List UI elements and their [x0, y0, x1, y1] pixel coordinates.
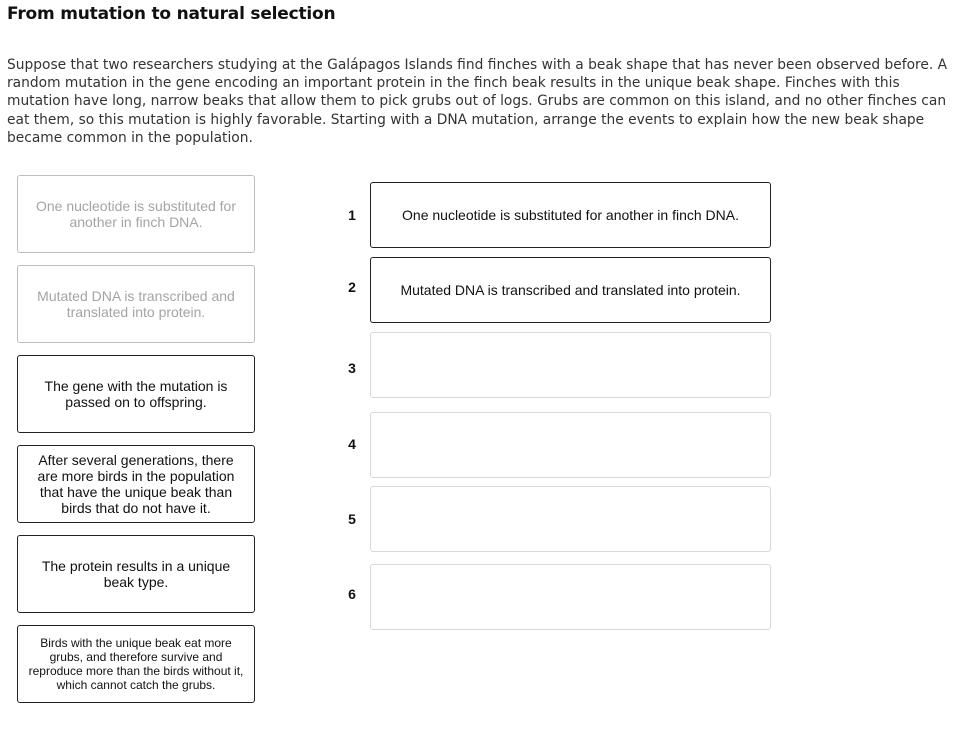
- question-prompt: Suppose that two researchers studying at the Galápagos Islands find finches with a beak shape that has never been observed before. A random mutation in the gene encoding an important protein in the finch beak results in the unique beak shape. Finches with this mutation have long, narrow beaks that allow them to pick grubs out of logs. Grubs are common on this island, and no other finches can eat them, so this mutation is highly favorable. Starting with a DNA mutation, arrange the events to explain how the new beak shape became common in the population.: [7, 57, 948, 146]
- drop-slot-6[interactable]: [370, 564, 771, 630]
- slot-number: 3: [348, 360, 356, 376]
- drop-slot-5[interactable]: [370, 486, 771, 552]
- slot-number: 1: [348, 207, 356, 223]
- drop-slot-3[interactable]: [370, 332, 771, 398]
- drop-slot-2[interactable]: Mutated DNA is transcribed and translated into protein.: [370, 257, 771, 323]
- page-title: From mutation to natural selection: [7, 4, 336, 24]
- event-card-gene-passed-on[interactable]: The gene with the mutation is passed on to offspring.: [17, 355, 255, 433]
- event-card-transcription-translation[interactable]: Mutated DNA is transcribed and translated into protein.: [17, 265, 255, 343]
- drop-slot-1[interactable]: One nucleotide is substituted for another in finch DNA.: [370, 182, 771, 248]
- drop-slot-4[interactable]: [370, 412, 771, 478]
- slot-number: 4: [348, 436, 356, 452]
- event-card-nucleotide-substitution[interactable]: One nucleotide is substituted for another in finch DNA.: [17, 175, 255, 253]
- slot-number: 2: [348, 279, 356, 295]
- slot-number: 5: [348, 511, 356, 527]
- slot-number: 6: [348, 586, 356, 602]
- event-card-more-birds-with-beak[interactable]: After several generations, there are more birds in the population that have the unique beak than birds that do not have it.: [17, 445, 255, 523]
- event-card-eat-more-grubs[interactable]: Birds with the unique beak eat more grubs, and therefore survive and reproduce more than the birds without it, which cannot catch the grubs.: [17, 625, 255, 703]
- event-card-protein-beak-type[interactable]: The protein results in a unique beak type.: [17, 535, 255, 613]
